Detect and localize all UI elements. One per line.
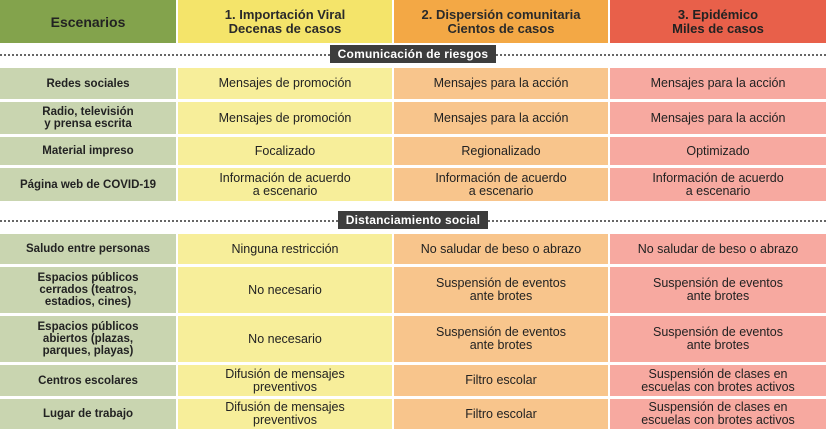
scenario-cell-3: No saludar de beso o abrazo [608,234,826,264]
table-row [0,313,826,362]
header-scenario-3-title: 3. Epidémico [677,6,759,22]
scenario-cell-3: Suspensión de eventos ante brotes [608,316,826,362]
scenario-cell-1: No necesario [176,267,392,313]
row-label: Redes sociales [0,68,176,99]
scenario-cell-2: Información de acuerdo a escenario [392,168,608,201]
header-scenario-1 [176,0,392,43]
table-row [0,362,826,396]
row-label: Material impreso [0,137,176,165]
table-row [0,99,826,134]
section-title: Comunicación de riesgos [330,45,497,63]
header-scenarios-label: Escenarios [50,13,126,30]
scenario-cell-2: No saludar de beso o abrazo [392,234,608,264]
scenario-cell-3: Información de acuerdo a escenario [608,168,826,201]
table-row [0,231,826,264]
section-header [0,209,826,231]
scenario-cell-1: Mensajes de promoción [176,102,392,134]
table-row [0,396,826,429]
section-title: Distanciamiento social [338,211,488,229]
header-scenario-1-subtitle: Decenas de casos [228,20,342,36]
scenario-cell-1: Difusión de mensajes preventivos [176,365,392,396]
table-row [0,65,826,99]
header-scenario-2-title: 2. Dispersión comunitaria [421,6,581,22]
scenario-cell-1: Información de acuerdo a escenario [176,168,392,201]
scenario-cell-3: Mensajes para la acción [608,102,826,134]
header-scenario-2 [392,0,608,43]
scenario-cell-1: Difusión de mensajes preventivos [176,399,392,429]
header-scenario-3-subtitle: Miles de casos [672,20,764,36]
scenario-cell-3: Optimizado [608,137,826,165]
table-row [0,165,826,201]
header-scenarios [0,0,176,43]
table-row [0,264,826,313]
row-label: Radio, televisión y prensa escrita [0,102,176,134]
scenario-cell-2: Regionalizado [392,137,608,165]
row-label: Lugar de trabajo [0,399,176,429]
section-header [0,43,826,65]
scenario-cell-1: Focalizado [176,137,392,165]
row-label: Espacios públicos cerrados (teatros, estadios, cines) [0,267,176,313]
scenario-cell-1: No necesario [176,316,392,362]
header-scenario-1-title: 1. Importación Viral [224,6,346,22]
table-body [0,43,826,429]
table-header [0,0,826,43]
row-label: Saludo entre personas [0,234,176,264]
scenario-cell-2: Suspensión de eventos ante brotes [392,316,608,362]
scenario-cell-1: Mensajes de promoción [176,68,392,99]
scenario-cell-3: Mensajes para la acción [608,68,826,99]
header-scenario-3 [608,0,826,43]
scenario-cell-3: Suspensión de clases en escuelas con brotes activos [608,365,826,396]
scenario-cell-3: Suspensión de clases en escuelas con brotes activos [608,399,826,429]
table-row [0,134,826,165]
scenario-cell-2: Suspensión de eventos ante brotes [392,267,608,313]
row-label: Espacios públicos abiertos (plazas, parques, playas) [0,316,176,362]
scenario-cell-1: Ninguna restricción [176,234,392,264]
scenario-cell-2: Filtro escolar [392,365,608,396]
row-label: Centros escolares [0,365,176,396]
scenario-cell-3: Suspensión de eventos ante brotes [608,267,826,313]
scenario-cell-2: Filtro escolar [392,399,608,429]
scenario-cell-2: Mensajes para la acción [392,102,608,134]
header-scenario-2-subtitle: Cientos de casos [447,20,555,36]
scenario-cell-2: Mensajes para la acción [392,68,608,99]
row-label: Página web de COVID-19 [0,168,176,201]
